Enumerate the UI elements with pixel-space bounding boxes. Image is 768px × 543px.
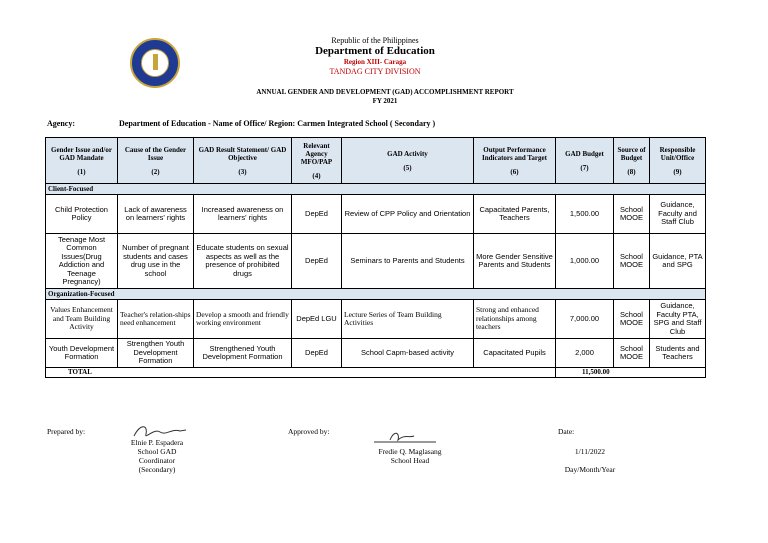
column-header: Gender Issue and/or GAD Mandate (1)	[46, 138, 118, 184]
table-cell: Child Protection Policy	[46, 195, 118, 234]
table-row	[46, 195, 706, 234]
table-cell: Increased awareness on learners' rights	[194, 195, 292, 234]
table-cell: School Capm-based activity	[342, 339, 474, 368]
table-cell: More Gender Sensitive Parents and Students	[474, 234, 556, 289]
table-cell: Strong and enhanced relationships among teachers	[474, 300, 556, 339]
approved-title: School Head	[390, 456, 430, 465]
column-header: Relevant Agency MFO/PAP (4)	[292, 138, 342, 184]
table-cell: Number of pregnant students and cases drug use in the school	[118, 234, 194, 289]
table-row	[46, 339, 706, 368]
table-cell: Strengthen Youth Development Formation	[118, 339, 194, 368]
table-cell: Youth Development Formation	[46, 339, 118, 368]
table-cell: DepEd LGU	[292, 300, 342, 339]
region-label: Region XIII- Caraga	[343, 58, 407, 66]
department-title: Department of Education	[315, 45, 435, 57]
report-title: ANNUAL GENDER AND DEVELOPMENT (GAD) ACCOMPLISHMENT REPORT	[256, 88, 514, 96]
date-value: 1/11/2022	[574, 447, 606, 456]
table-cell: School MOOE	[614, 234, 650, 289]
section-row-client	[46, 184, 706, 195]
table-cell: DepEd	[292, 339, 342, 368]
date-label: Date:	[558, 427, 575, 436]
table-cell: School MOOE	[614, 195, 650, 234]
section-label: Client-Focused	[46, 184, 706, 195]
column-header: GAD Budget (7)	[556, 138, 614, 184]
table-cell: School MOOE	[614, 339, 650, 368]
agency-value: Department of Education - Name of Office/ Region: Carmen Integrated School ( Secondary )	[119, 119, 436, 128]
column-header: Output Performance Indicators and Target (6)	[474, 138, 556, 184]
gad-report-table	[45, 137, 706, 378]
table-cell: Strengthened Youth Development Formation	[194, 339, 292, 368]
section-row-organization	[46, 289, 706, 300]
table-cell: Guidance, PTA and SPG	[650, 234, 706, 289]
agency-label: Agency:	[47, 119, 75, 128]
table-cell: Guidance, Faculty and Staff Club	[650, 195, 706, 234]
column-header: GAD Activity (5)	[342, 138, 474, 184]
table-cell: Teacher's relation-ships need enhancement	[118, 300, 194, 339]
deped-seal-logo	[130, 38, 180, 88]
approved-signature	[370, 428, 440, 448]
fiscal-year: FY 2021	[372, 97, 398, 105]
table-cell: Teenage Most Common Issues(Drug Addiction and Teenage Pregnancy)	[46, 234, 118, 289]
division-label: TANDAG CITY DIVISION	[329, 67, 421, 76]
table-cell: Seminars to Parents and Students	[342, 234, 474, 289]
table-row	[46, 300, 706, 339]
total-row	[46, 368, 706, 378]
table-cell: School MOOE	[614, 300, 650, 339]
table-cell: Review of CPP Policy and Orientation	[342, 195, 474, 234]
table-cell: 1,500.00	[556, 195, 614, 234]
column-header: Cause of the Gender Issue (2)	[118, 138, 194, 184]
table-cell: DepEd	[292, 195, 342, 234]
table-cell: Develop a smooth and friendly working environment	[194, 300, 292, 339]
prepared-name: Elnie P. Espadera	[130, 438, 184, 447]
total-value: 11,500.00	[556, 368, 706, 378]
column-header: GAD Result Statement/ GAD Objective (3)	[194, 138, 292, 184]
prepared-title: Coordinator	[138, 456, 176, 465]
table-cell: Lecture Series of Team Building Activities	[342, 300, 474, 339]
approved-name: Fredie Q. Maglasang	[378, 447, 442, 456]
prepared-title: School GAD	[137, 447, 177, 456]
table-row	[46, 234, 706, 289]
table-cell: 1,000.00	[556, 234, 614, 289]
table-cell: Capacitated Pupils	[474, 339, 556, 368]
date-format: Day/Month/Year	[564, 465, 616, 474]
republic-label: Republic of the Philippines	[331, 36, 419, 45]
table-cell: Educate students on sexual aspects as well as the presence of prohibited drugs	[194, 234, 292, 289]
table-cell: 2,000	[556, 339, 614, 368]
table-cell: DepEd	[292, 234, 342, 289]
column-header: Source of Budget (8)	[614, 138, 650, 184]
table-header-row	[46, 138, 706, 184]
table-cell: Students and Teachers	[650, 339, 706, 368]
table-cell: Lack of awareness on learners' rights	[118, 195, 194, 234]
table-cell: 7,000.00	[556, 300, 614, 339]
table-cell: Capacitated Parents, Teachers	[474, 195, 556, 234]
total-label: TOTAL	[46, 368, 556, 378]
prepared-title: (Secondary)	[138, 465, 176, 474]
prepared-by-label: Prepared by:	[47, 427, 86, 436]
table-cell: Values Enhancement and Team Building Activity	[46, 300, 118, 339]
approved-by-label: Approved by:	[288, 427, 330, 436]
section-label: Organization-Focused	[46, 289, 706, 300]
table-cell: Guidance, Faculty PTA, SPG and Staff Club	[650, 300, 706, 339]
column-header: Responsible Unit/Office (9)	[650, 138, 706, 184]
